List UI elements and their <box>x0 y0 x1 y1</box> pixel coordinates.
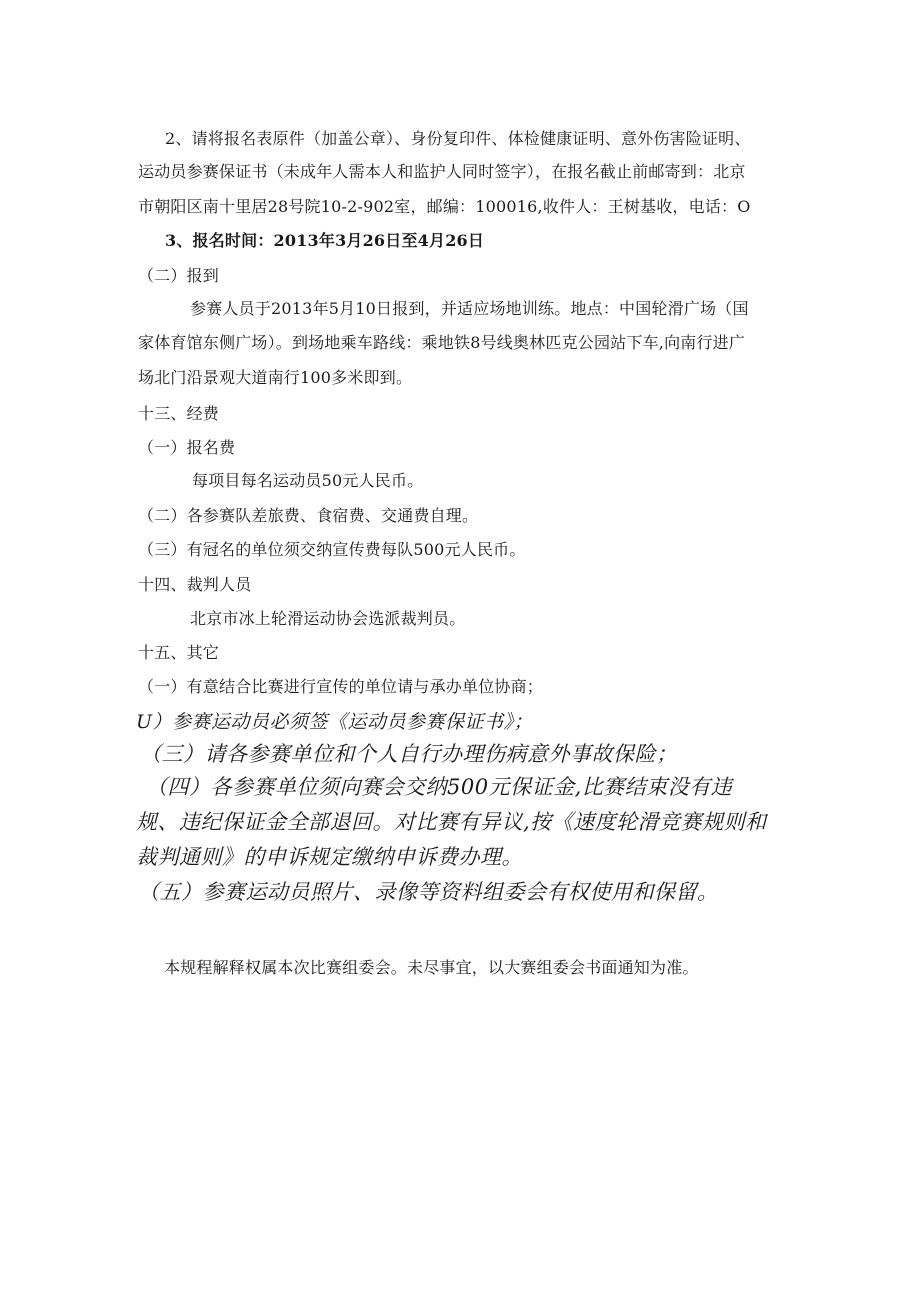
section-heading: （一）报名费 <box>138 438 236 457</box>
paragraph-line: 运动员参赛保证书（未成年人需本人和监护人同时签字），在报名截止前邮寄到：北京 <box>138 162 746 181</box>
registration-time-line: 3、报名时间：2013年3月26日至4月26日 <box>165 231 485 250</box>
italic-line: （四）各参赛单位须向赛会交纳500元保证金,比赛结束没有违 <box>146 775 733 799</box>
section-heading: 十五、其它 <box>138 643 220 662</box>
paragraph-line: 参赛人员于2013年5月10日报到，并适应场地训练。地点：中国轮滑广场（国 <box>190 299 749 318</box>
italic-line: U）参赛运动员必须签《运动员参赛保证书》； <box>136 711 534 733</box>
closing-statement: 本规程解释权属本次比赛组委会。未尽事宜，以大赛组委会书面通知为准。 <box>164 958 699 977</box>
paragraph-line: 每项目每名运动员50元人民币。 <box>192 471 424 490</box>
section-heading: 十四、裁判人员 <box>138 575 252 594</box>
paragraph-line: （一）有意结合比赛进行宣传的单位请与承办单位协商； <box>138 677 544 696</box>
paragraph-line: 场北门沿景观大道南行100多米即到。 <box>138 368 413 387</box>
italic-line: 裁判通则》的申诉规定缴纳申诉费办理。 <box>136 845 523 869</box>
section-heading: 十三、经费 <box>138 404 220 423</box>
paragraph-line: 家体育馆东侧广场）。到场地乘车路线：乘地铁8号线奥林匹克公园站下车,向南行进广 <box>138 333 746 352</box>
italic-line: 规、违纪保证金全部退回。对比赛有异议,按《速度轮滑竞赛规则和 <box>136 810 767 834</box>
italic-line: （三）请各参赛单位和个人自行办理伤病意外事故保险； <box>140 742 678 766</box>
paragraph-line: 2、请将报名表原件（加盖公章）、身份复印件、体检健康证明、意外伤害险证明、 <box>165 129 751 148</box>
paragraph-line: （三）有冠名的单位须交纳宣传费每队500元人民币。 <box>138 540 526 559</box>
paragraph-line: （二）各参赛队差旅费、食宿费、交通费自理。 <box>138 506 479 525</box>
paragraph-line: 市朝阳区南十里居28号院10-2-902室，邮编：100016,收件人：王树基收，电话：O <box>138 197 751 216</box>
paragraph-line: 北京市冰上轮滑运动协会选派裁判员。 <box>190 609 466 628</box>
section-heading: （二）报到 <box>138 266 220 285</box>
italic-line: （五）参赛运动员照片、录像等资料组委会有权使用和保留。 <box>138 880 719 904</box>
